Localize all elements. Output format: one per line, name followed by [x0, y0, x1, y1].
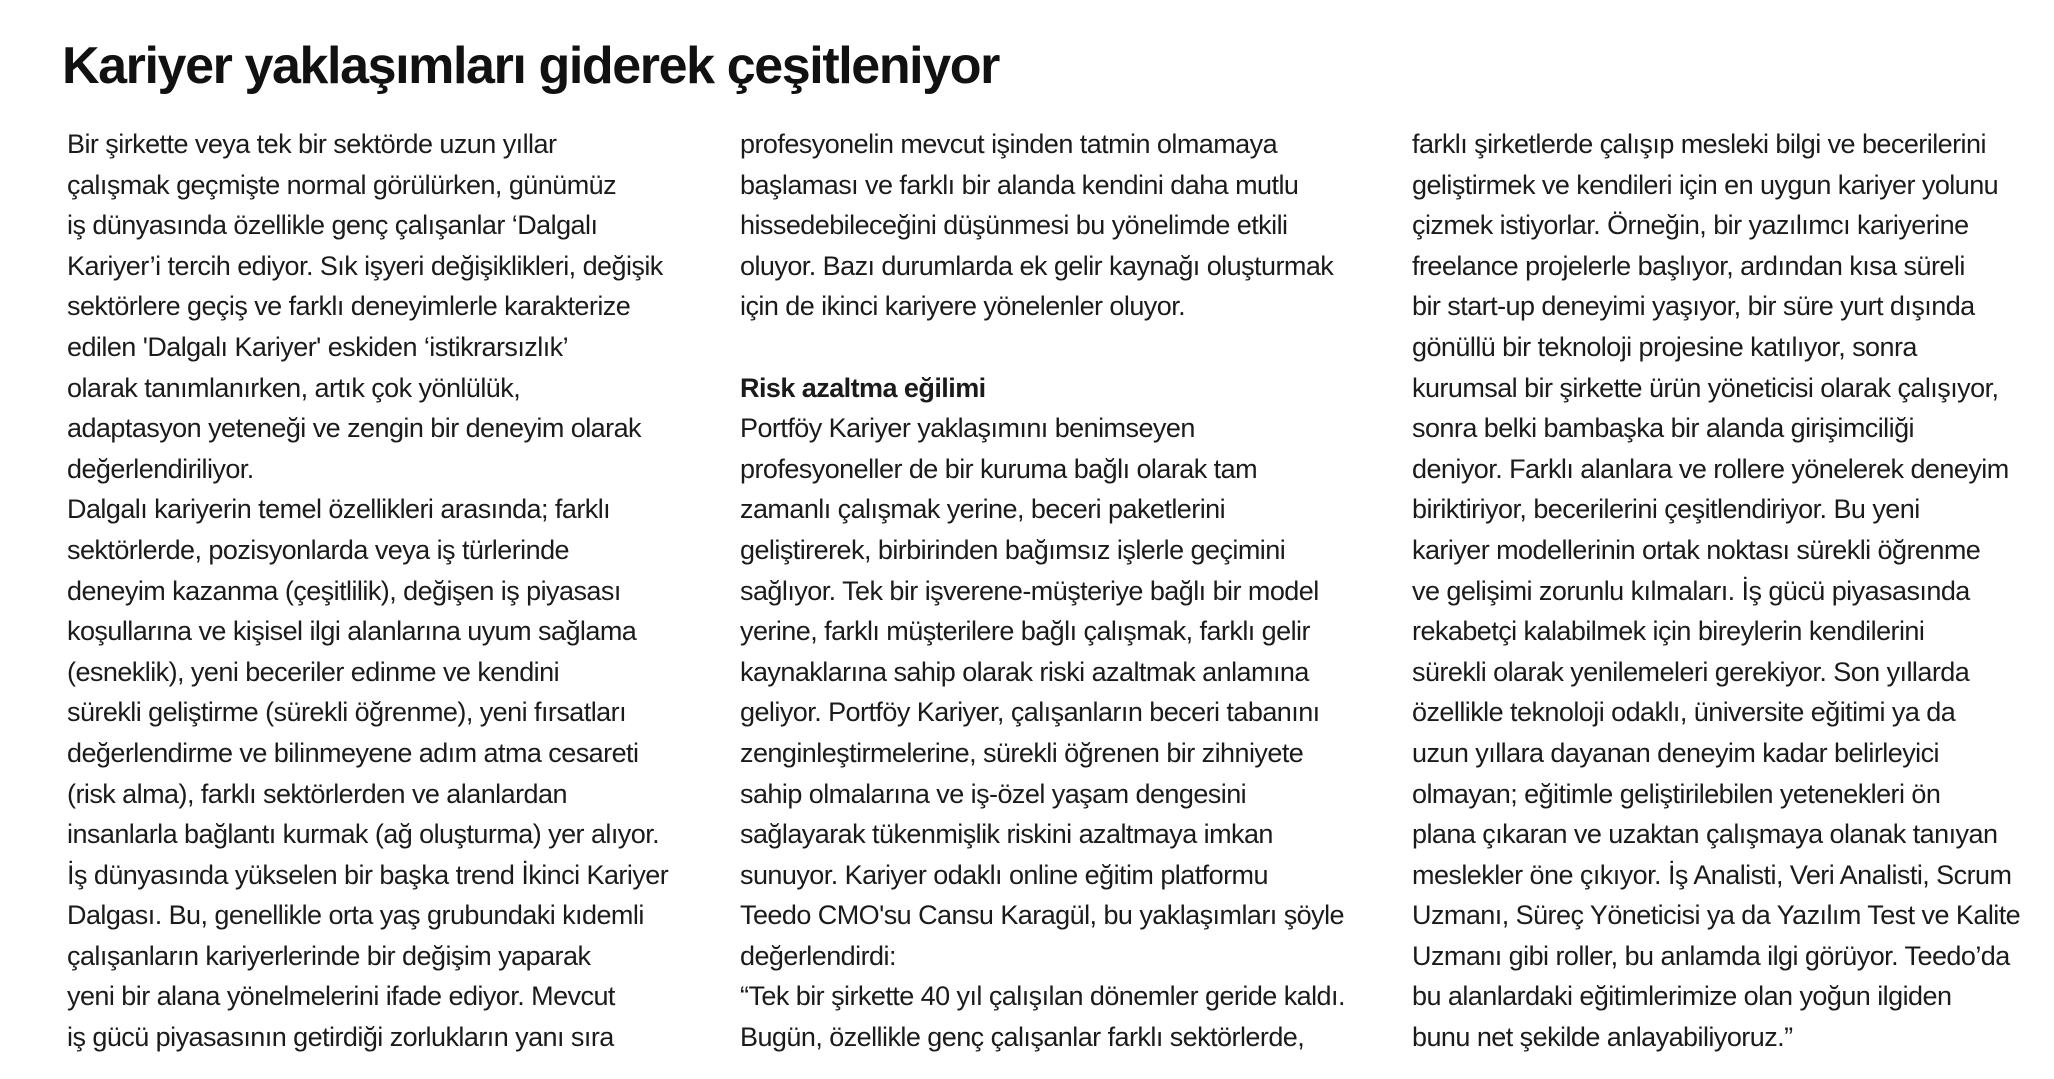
text-line: sağlıyor. Tek bir işverene-müşteriye bağlı bir model [740, 575, 1319, 606]
text-line: değerlendiriliyor. [67, 453, 254, 484]
text-line: adaptasyon yeteneği ve zengin bir deneyim olarak [67, 413, 641, 444]
text-line: sürekli olarak yenilemeleri gerekiyor. Son yıllarda [1412, 656, 1970, 687]
text-line: sahip olmalarına ve iş-özel yaşam dengesini [740, 778, 1247, 809]
text-line: kariyer modellerinin ortak noktası sürekli öğrenme [1412, 534, 1981, 565]
text-line: (risk alma), farklı sektörlerden ve alanlardan [67, 778, 567, 809]
text-line: Kariyer’i tercih ediyor. Sık işyeri değişiklikleri, değişik [67, 250, 663, 281]
article-title: Kariyer yaklaşımları giderek çeşitleniyor [62, 37, 999, 95]
text-line: sektörlerde, pozisyonlarda veya iş türlerinde [67, 534, 570, 565]
text-line: “Tek bir şirkette 40 yıl çalışılan dönemler geride kaldı. [740, 981, 1345, 1012]
text-line: değerlendirdi: [740, 940, 896, 971]
text-line: geliştirerek, birbirinden bağımsız işlerle geçimini [740, 534, 1286, 565]
text-line: geliştirmek ve kendileri için en uygun kariyer yolunu [1412, 169, 1999, 200]
text-line: uzun yıllara dayanan deneyim kadar belirleyici [1412, 737, 1940, 768]
text-line: çalışmak geçmişte normal görülürken, günümüz [67, 169, 617, 200]
text-line: freelance projelerle başlıyor, ardından kısa süreli [1412, 250, 1965, 281]
text-line: biriktiriyor, becerilerini çeşitlendiriyor. Bu yeni [1412, 494, 1920, 525]
text-line: deniyor. Farklı alanlara ve rollere yönelerek deneyim [1412, 453, 2009, 484]
text-column-2 [740, 124, 1388, 1058]
text-line: Uzmanı gibi roller, bu anlamda ilgi görüyor. Teedo’da [1412, 940, 2010, 971]
text-line: sağlayarak tükenmişlik riskini azaltmaya imkan [740, 819, 1273, 850]
text-line: bunu net şekilde anlayabiliyoruz.” [1412, 1022, 1793, 1053]
text-line: Teedo CMO'su Cansu Karagül, bu yaklaşımları şöyle [740, 900, 1344, 931]
text-line: zamanlı çalışmak yerine, beceri paketlerini [740, 494, 1226, 525]
text-line: yerine, farklı müşterilere bağlı çalışmak, farklı gelir [740, 616, 1310, 647]
text-line: edilen 'Dalgalı Kariyer' eskiden ‘istikrarsızlık’ [67, 331, 569, 362]
text-line: çalışanların kariyerlerinde bir değişim yaparak [67, 940, 591, 971]
text-line: Bir şirkette veya tek bir sektörde uzun yıllar [67, 129, 557, 159]
text-line: İş dünyasında yükselen bir başka trend İkinci Kariyer [67, 859, 669, 890]
text-line: değerlendirme ve bilinmeyene adım atma cesareti [67, 737, 639, 768]
text-line: bu alanlardaki eğitimlerimize olan yoğun ilgiden [1412, 981, 1952, 1012]
text-line: hissedebileceğini düşünmesi bu yönelimde etkili [740, 210, 1288, 241]
text-line: farklı şirketlerde çalışıp mesleki bilgi ve becerilerini [1412, 129, 1986, 159]
text-line: Dalgalı kariyerin temel özellikleri arasında; farklı [67, 494, 611, 525]
text-line: olmayan; eğitimle geliştirilebilen yetenekleri ön [1412, 778, 1941, 809]
text-line: çizmek istiyorlar. Örneğin, bir yazılımcı kariyerine [1412, 210, 1969, 241]
text-line: insanlarla bağlantı kurmak (ağ oluşturma) yer alıyor. [67, 819, 660, 850]
text-line: profesyonelin mevcut işinden tatmin olmamaya [740, 129, 1278, 159]
text-line: geliyor. Portföy Kariyer, çalışanların beceri tabanını [740, 697, 1320, 728]
text-line: kurumsal bir şirkette ürün yöneticisi olarak çalışıyor, [1412, 372, 1999, 403]
text-line: koşullarına ve kişisel ilgi alanlarına uyum sağlama [67, 616, 637, 647]
text-line: yeni bir alana yönelmelerini ifade ediyor. Mevcut [67, 981, 615, 1012]
text-line: profesyoneller de bir kuruma bağlı olarak tam [740, 453, 1258, 484]
text-column-1 [67, 124, 715, 1058]
text-line: deneyim kazanma (çeşitlilik), değişen iş piyasası [67, 575, 621, 606]
text-line: Portföy Kariyer yaklaşımını benimseyen [740, 413, 1195, 444]
text-line: sektörlere geçiş ve farklı deneyimlerle karakterize [67, 291, 631, 322]
text-line: iş dünyasında özellikle genç çalışanlar ‘Dalgalı [67, 210, 598, 241]
text-line: Bugün, özellikle genç çalışanlar farklı sektörlerde, [740, 1022, 1305, 1053]
text-line: kaynaklarına sahip olarak riski azaltmak anlamına [740, 656, 1309, 687]
text-line: olarak tanımlanırken, artık çok yönlülük, [67, 372, 521, 403]
text-line: meslekler öne çıkıyor. İş Analisti, Veri Analisti, Scrum [1412, 859, 2012, 890]
text-line: ve gelişimi zorunlu kılmaları. İş gücü piyasasında [1412, 575, 1970, 606]
text-column-3 [1412, 124, 2054, 1058]
text-line: gönüllü bir teknoloji projesine katılıyor, sonra [1412, 331, 1917, 362]
blank-line [740, 327, 1388, 368]
text-line: zenginleştirmelerine, sürekli öğrenen bir zihniyete [740, 737, 1304, 768]
text-line: sonra belki bambaşka bir alanda girişimciliği [1412, 413, 1914, 444]
text-line: rekabetçi kalabilmek için bireylerin kendilerini [1412, 616, 1925, 647]
text-line: için de ikinci kariyere yönelenler oluyor. [740, 291, 1186, 322]
text-line: oluyor. Bazı durumlarda ek gelir kaynağı oluşturmak [740, 250, 1334, 281]
section-subheading: Risk azaltma eğilimi [740, 372, 986, 403]
text-line: özellikle teknoloji odaklı, üniversite eğitimi ya da [1412, 697, 1956, 728]
text-line: Dalgası. Bu, genellikle orta yaş grubundaki kıdemli [67, 900, 644, 931]
text-line: (esneklik), yeni beceriler edinme ve kendini [67, 656, 560, 687]
text-line: plana çıkaran ve uzaktan çalışmaya olanak tanıyan [1412, 819, 1998, 850]
text-line: sürekli geliştirme (sürekli öğrenme), yeni fırsatları [67, 697, 627, 728]
text-line: Uzmanı, Süreç Yöneticisi ya da Yazılım Test ve Kalite [1412, 900, 2021, 931]
text-line: bir start-up deneyimi yaşıyor, bir süre yurt dışında [1412, 291, 1975, 322]
text-line: sunuyor. Kariyer odaklı online eğitim platformu [740, 859, 1268, 890]
text-line: başlaması ve farklı bir alanda kendini daha mutlu [740, 169, 1299, 200]
text-line: iş gücü piyasasının getirdiği zorlukların yanı sıra [67, 1022, 614, 1053]
